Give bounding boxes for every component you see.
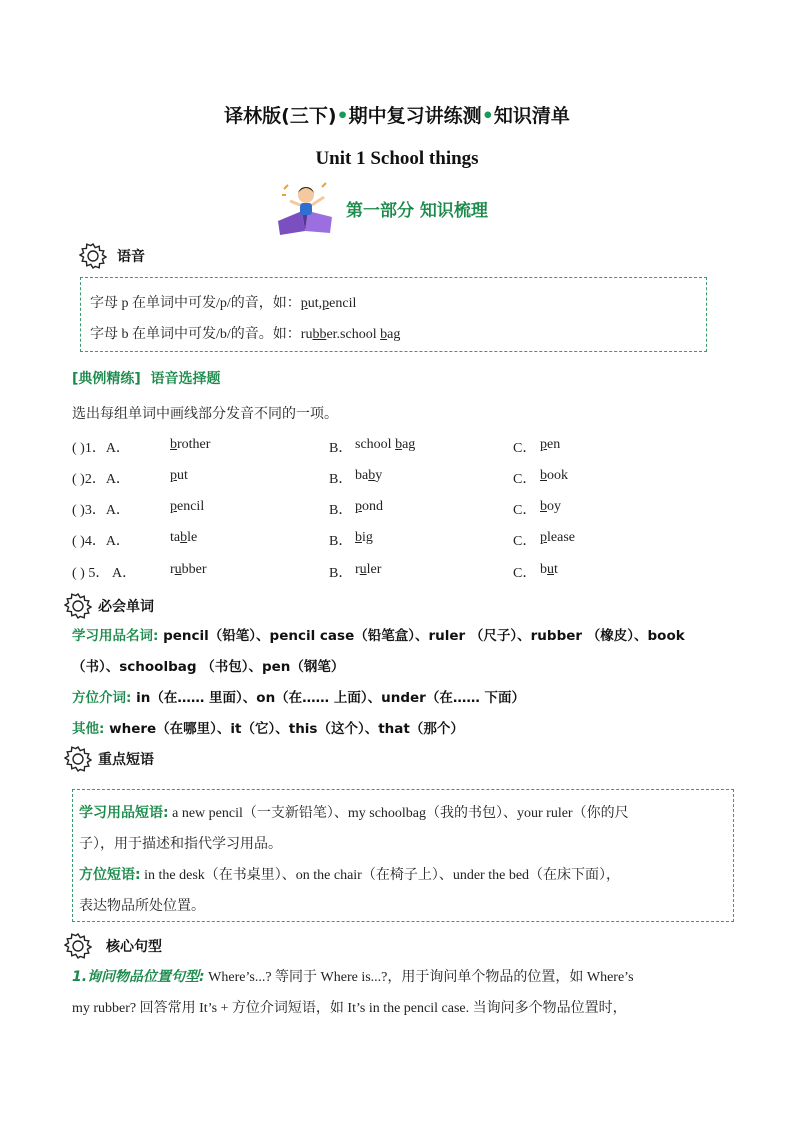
phrases-line-2: 子），用于描述和指代学习用品。 xyxy=(79,837,282,852)
words-line-1 xyxy=(72,624,685,644)
option-b-label: B． xyxy=(329,472,353,487)
underlined-letter: b xyxy=(540,499,547,514)
underlined-letter: b xyxy=(170,437,177,452)
core-line-1 xyxy=(72,966,634,986)
word-part: ag xyxy=(402,437,416,452)
section-phrases-heading xyxy=(64,744,154,774)
option-c xyxy=(540,437,560,453)
section-words-heading xyxy=(64,591,154,621)
phonics-rule-b xyxy=(90,319,706,350)
word-part: er.school xyxy=(326,327,381,342)
section-label: 必会单词 xyxy=(98,599,154,615)
words-label: 其他: xyxy=(72,721,105,737)
word-part: oy xyxy=(547,499,561,514)
word-part: ba xyxy=(355,468,369,483)
word-part: bber xyxy=(181,562,207,577)
word-part: lease xyxy=(547,530,575,545)
example-tag: [典例精练] xyxy=(72,371,141,387)
option-c xyxy=(540,468,568,484)
option-b xyxy=(355,437,415,453)
option-a xyxy=(170,468,188,484)
underlined-letter: b xyxy=(180,530,188,545)
underlined-letter: u xyxy=(359,562,367,577)
word-part: y xyxy=(375,468,383,483)
phrases-label: 学习用品短语: xyxy=(79,805,169,821)
option-c xyxy=(540,499,561,515)
underlined-letter: p xyxy=(322,296,330,311)
gear-icon xyxy=(64,592,92,620)
example-title: 语音选择题 xyxy=(150,371,221,387)
option-c xyxy=(540,530,575,546)
word-part: ru xyxy=(300,327,313,342)
section-label: 重点短语 xyxy=(98,752,154,768)
gear-icon xyxy=(79,242,107,270)
option-a xyxy=(170,530,197,546)
title-dot: • xyxy=(481,105,494,127)
word-part: en xyxy=(547,437,561,452)
words-label: 学习用品名词: xyxy=(72,628,159,644)
words-line-2: （书）、schoolbag （书包）、pen（钢笔） xyxy=(72,659,345,675)
core-lead: 1.询问物品位置句型: xyxy=(72,969,205,985)
word-part: ond xyxy=(362,499,383,514)
unit-title: Unit 1 School things xyxy=(315,148,479,169)
word-part: rother xyxy=(177,437,211,452)
word-part: school xyxy=(355,437,396,452)
underlined-letter: b xyxy=(380,327,388,342)
phonics-box xyxy=(80,277,707,352)
phrases-box xyxy=(72,789,734,922)
option-b-label: B． xyxy=(329,441,353,456)
part-title: 第一部分 知识梳理 xyxy=(346,201,488,221)
option-a xyxy=(170,499,204,515)
option-b-label: B． xyxy=(329,534,353,549)
underlined-letter: p xyxy=(540,437,547,452)
underlined-letter: b xyxy=(395,437,403,452)
word-part: encil xyxy=(329,296,357,311)
option-c-label: C． xyxy=(513,534,537,549)
question-number: ( )3．A． xyxy=(72,503,130,518)
phrases-text: a new pencil（一支新铅笔）、my schoolbag（我的书包）、your ruler（你的尺 xyxy=(168,806,629,821)
section-phonics-heading xyxy=(79,241,145,271)
option-a xyxy=(170,437,210,453)
title-dot: • xyxy=(336,105,349,127)
rule-text: 字母 p 在单词中可发/p/的音，如： xyxy=(90,296,301,311)
phrases-line-1 xyxy=(79,798,725,829)
underlined-letter: p xyxy=(540,530,547,545)
word-part: le xyxy=(187,530,198,545)
option-c xyxy=(540,562,558,578)
underlined-letter: u xyxy=(174,562,182,577)
title-part-2: 期中复习讲练测 xyxy=(348,105,482,127)
phrases-label: 方位短语: xyxy=(79,867,141,883)
section-sentences-heading xyxy=(64,931,162,961)
word-part: r xyxy=(355,562,360,577)
option-b xyxy=(355,530,373,546)
word-part: t xyxy=(554,562,558,577)
option-b xyxy=(355,562,381,578)
reading-boy-icon xyxy=(272,181,338,237)
underlined-letter: b xyxy=(540,468,547,483)
phonics-rule-p xyxy=(90,288,706,319)
word-part: encil xyxy=(177,499,205,514)
words-line-3 xyxy=(72,686,525,706)
underlined-letter: p xyxy=(300,296,308,311)
gear-icon xyxy=(64,932,92,960)
question-number: ( )4．A． xyxy=(72,534,130,549)
words-text: in（在…… 里面）、on（在…… 上面）、under（在…… 下面） xyxy=(131,690,526,706)
question-number: ( ) 5． A． xyxy=(72,566,137,581)
option-c-label: C． xyxy=(513,441,537,456)
rule-text: 字母 b 在单词中可发/b/的音。如： xyxy=(90,327,301,342)
question-number: ( )2．A． xyxy=(72,472,130,487)
word-part: b xyxy=(540,562,547,577)
words-text: pencil（铅笔）、pencil case（铅笔盒）、ruler （尺子）、rubber （橡皮）、book xyxy=(158,628,685,644)
option-a xyxy=(170,562,207,578)
question-number: ( )1．A． xyxy=(72,441,130,456)
title-part-1: 译林版(三下) xyxy=(224,105,337,127)
phrases-line-3 xyxy=(79,860,725,891)
option-c-label: C． xyxy=(513,503,537,518)
words-label: 方位介词: xyxy=(72,690,132,706)
page-title xyxy=(0,101,794,128)
option-b xyxy=(355,499,383,515)
option-c-label: C． xyxy=(513,566,537,581)
phrases-line-4: 表达物品所处位置。 xyxy=(79,899,205,914)
word-part: ler xyxy=(366,562,382,577)
option-c-label: C． xyxy=(513,472,537,487)
phrases-text: in the desk（在书桌里）、on the chair（在椅子上）、under the bed（在床下面）， xyxy=(140,868,621,883)
words-line-4 xyxy=(72,717,464,737)
words-text: where（在哪里）、it（它）、this（这个）、that（那个） xyxy=(104,721,464,737)
word-part: ag xyxy=(387,327,401,342)
option-b-label: B． xyxy=(329,566,353,581)
word-part: ook xyxy=(547,468,568,483)
underlined-letter: b xyxy=(355,530,362,545)
word-part: ut, xyxy=(307,296,323,311)
section-label: 核心句型 xyxy=(106,939,162,955)
core-line-2: my rubber? 回答常用 It’s + 方位介词短语，如 It’s in the pencil case. 当询问多个物品位置时， xyxy=(72,1001,627,1016)
underlined-letter: bb xyxy=(312,327,327,342)
example-heading xyxy=(72,368,221,388)
core-text: Where’s...? 等同于 Where is...?，用于询问单个物品的位置，如 Where’s xyxy=(204,970,634,985)
option-b xyxy=(355,468,382,484)
underlined-letter: p xyxy=(170,468,177,483)
section-label: 语音 xyxy=(117,249,145,265)
word-part: ut xyxy=(177,468,188,483)
instruction: 选出每组单词中画线部分发音不同的一项。 xyxy=(72,406,338,422)
word-part: ig xyxy=(362,530,373,545)
underlined-letter: u xyxy=(547,562,554,577)
title-part-3: 知识清单 xyxy=(493,105,570,127)
word-part: r xyxy=(170,562,175,577)
underlined-letter: p xyxy=(355,499,362,514)
gear-icon xyxy=(64,745,92,773)
underlined-letter: p xyxy=(170,499,177,514)
word-part: ta xyxy=(170,530,181,545)
option-b-label: B． xyxy=(329,503,353,518)
underlined-letter: b xyxy=(368,468,376,483)
